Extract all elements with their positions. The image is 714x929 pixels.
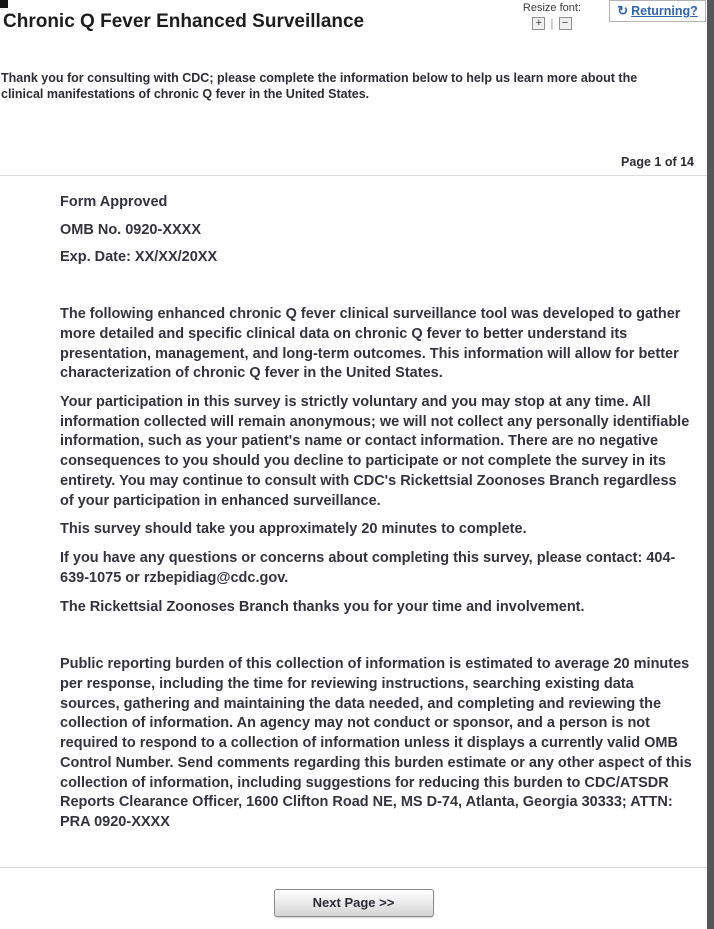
- survey-purpose-paragraph: The following enhanced chronic Q fever clinical surveillance tool was developed to gather more detailed and specific clinical data on chronic Q fever to better understand its presentation, management, and long-term outcomes. This information will allow for better characterization of chronic Q fever in the United States.: [60, 306, 681, 382]
- returning-link[interactable]: [609, 0, 706, 22]
- intro-text: Thank you for consulting with CDC; please complete the information below to help us learn more about the clinical manifestations of chronic Q fever in the United States.: [1, 71, 638, 101]
- page-indicator: Page 1 of 14: [621, 155, 694, 169]
- exp-date-text: Exp. Date: XX/XX/20XX: [60, 249, 218, 266]
- refresh-icon: ↻: [617, 3, 629, 18]
- contact-paragraph: If you have any questions or concerns about completing this survey, please contact: 404-639-1075 or rzbepidiag@cdc.gov.: [60, 550, 676, 586]
- zoom-in-icon[interactable]: +: [532, 17, 545, 30]
- duration-paragraph: This survey should take you approximately 20 minutes to complete.: [60, 521, 527, 538]
- returning-label: Returning?: [631, 4, 698, 18]
- form-approved-text: Form Approved: [60, 194, 168, 210]
- footer: [0, 868, 707, 917]
- page-title: Chronic Q Fever Enhanced Surveillance: [3, 11, 365, 32]
- participation-paragraph: Your participation in this survey is strictly voluntary and you may stop at any time. All information collected will remain anonymous; we will not collect any personally identifiable information, such as your patient's name or contact information. There are no negative consequences to you should you decline to participate or not complete the survey in its entirety. You may continue to consult with CDC's Rickettsial Zoonoses Branch regardless of your participation in enhanced surveillance.: [60, 394, 690, 509]
- header: [0, 0, 707, 62]
- burden-statement-paragraph: Public reporting burden of this collection of information is estimated to average 20 minutes per response, including the time for reviewing instructions, searching existing data sources, gathering and maintaining the data needed, and completing and reviewing the collection of information. An agency may not conduct or sponsor, and a person is not required to respond to a collection of information unless it displays a currently valid OMB Control Number. Send comments regarding this burden estimate or any other aspect of this collection of information, including suggestions for reducing this burden to CDC/ATSDR Reports Clearance Officer, 1600 Clifton Road NE, MS D-74, Atlanta, Georgia 30333; ATTN: PRA 0920-XXXX: [60, 656, 692, 830]
- font-resize-widget: [523, 2, 581, 30]
- resize-font-label: Resize font:: [522, 2, 581, 14]
- zoom-out-icon[interactable]: −: [559, 17, 572, 30]
- font-controls: [523, 16, 581, 30]
- thanks-paragraph: The Rickettsial Zoonoses Branch thanks you for your time and involvement.: [60, 598, 585, 615]
- controls-separator: |: [550, 16, 554, 30]
- next-page-button[interactable]: Next Page >>: [274, 889, 434, 917]
- survey-intro-content: [0, 175, 707, 868]
- omb-number-text: OMB No. 0920-XXXX: [60, 221, 202, 238]
